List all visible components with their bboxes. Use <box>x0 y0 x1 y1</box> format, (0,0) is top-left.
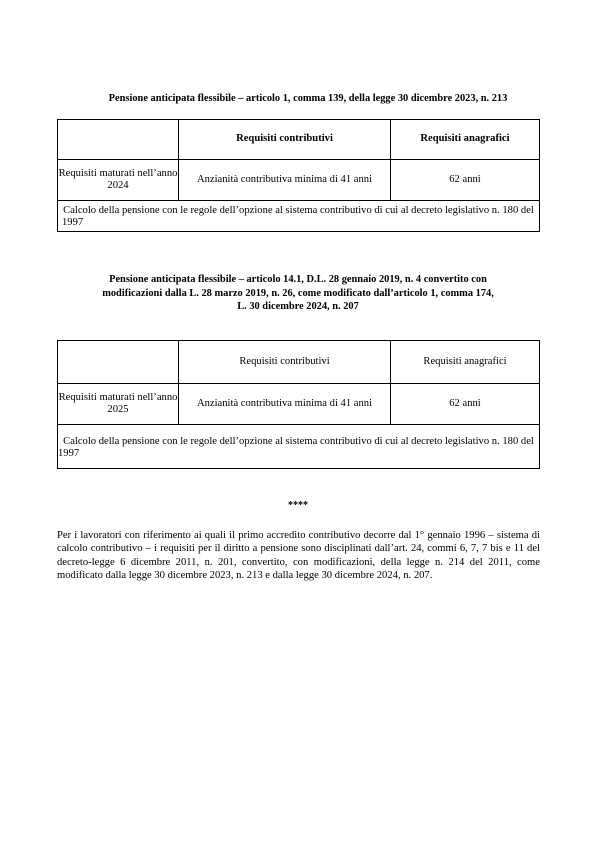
body-paragraph: Per i lavoratori con riferimento ai quali il primo accredito contributivo decorre dal 1° gennaio 1996 – sistema di calcolo contributivo – i requisiti per il diritto a pensione sono disciplinati dall’art. 24, commi 6, 7, 7 bis e 11 del decreto-legge 6 dicembre 2011, n. 201, convertito, con modificazioni, della legge n. 214 del 2011, come modificato dalla legge 30 dicembre 2023, n. 213 e dalla legge 30 dicembre 2024, n. 207. <box>57 530 540 582</box>
table-note-row <box>58 425 540 469</box>
requirements-year-cell: Requisiti maturati nell’anno 2024 <box>58 160 179 201</box>
header-age-requirements: Requisiti anagrafici <box>391 120 540 160</box>
section2-heading-line: L. 30 dicembre 2024, n. 207 <box>237 301 359 312</box>
header-empty-cell <box>58 120 179 160</box>
requirements-table-2025 <box>57 340 540 469</box>
requirements-year-cell: Requisiti maturati nell’anno 2025 <box>58 384 179 425</box>
header-empty-cell <box>58 341 179 384</box>
header-contribution-requirements: Requisiti contributivi <box>179 341 391 384</box>
table-header-row <box>58 341 540 384</box>
requirements-table-2024 <box>57 119 540 232</box>
section1-heading: Pensione anticipata flessibile – articolo 1, comma 139, della legge 30 dicembre 2023, n. 213 <box>108 93 508 104</box>
header-age-requirements: Requisiti anagrafici <box>391 341 540 384</box>
section-separator: **** <box>288 500 308 511</box>
contribution-value-cell: Anzianità contributiva minima di 41 anni <box>179 160 391 201</box>
contribution-value-cell: Anzianità contributiva minima di 41 anni <box>179 384 391 425</box>
table-row <box>58 160 540 201</box>
table-header-row <box>58 120 540 160</box>
section2-heading <box>40 273 556 314</box>
section2-heading-line: Pensione anticipata flessibile – articolo 14.1, D.L. 28 gennaio 2019, n. 4 convertito con <box>109 274 487 285</box>
table-row <box>58 384 540 425</box>
section2-heading-line: modificazioni dalla L. 28 marzo 2019, n. 26, come modificato dall’articolo 1, comma 174, <box>102 287 494 299</box>
calculation-note: Calcolo della pensione con le regole dell’opzione al sistema contributivo di cui al decreto legislativo n. 180 del 1997 <box>58 425 540 469</box>
table-note-row <box>58 201 540 232</box>
header-contribution-requirements: Requisiti contributivi <box>179 120 391 160</box>
calculation-note: Calcolo della pensione con le regole dell’opzione al sistema contributivo di cui al decreto legislativo n. 180 del 1997 <box>58 201 540 232</box>
age-value-cell: 62 anni <box>391 384 540 425</box>
age-value-cell: 62 anni <box>391 160 540 201</box>
